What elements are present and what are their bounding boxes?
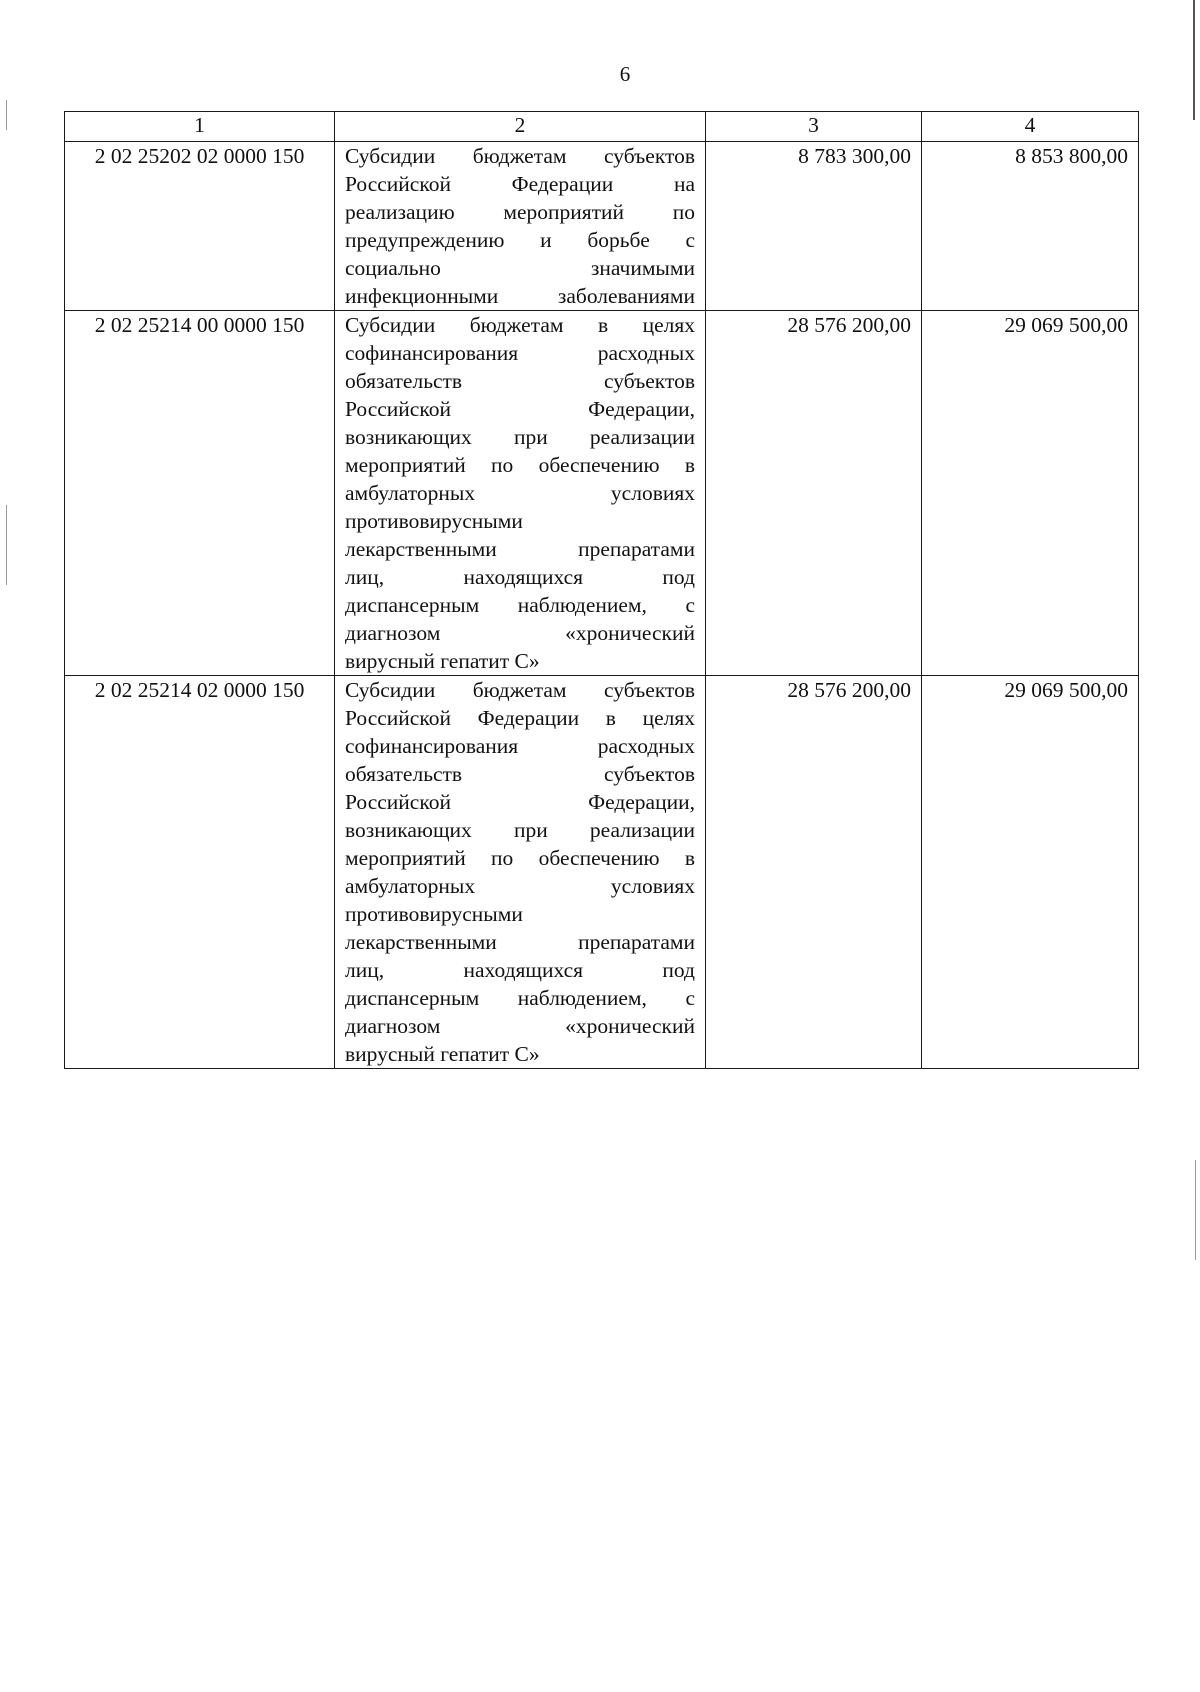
budget-code-cell: 2 02 25202 02 0000 150 [65, 142, 335, 311]
column-header-4: 4 [922, 112, 1139, 142]
description-line: мероприятий по обеспечению в [345, 453, 695, 477]
description-line: Субсидии бюджетам субъектов [345, 144, 695, 168]
description-line: лиц, находящихся под [345, 958, 695, 982]
description-cell [335, 311, 706, 676]
description-line: противовирусными [345, 902, 523, 926]
description-line: Российской Федерации в целях [345, 706, 695, 730]
description-line: софинансирования расходных [345, 341, 695, 365]
description-line: возникающих при реализации [345, 818, 695, 842]
description-line: обязательств субъектов [345, 369, 695, 393]
scan-artifact-left [6, 505, 7, 585]
table-row [65, 676, 1139, 1069]
description-line: диспансерным наблюдением, с [345, 593, 695, 617]
page-number: 6 [619, 62, 631, 86]
scan-artifact-left [6, 100, 7, 130]
description-cell [335, 676, 706, 1069]
scan-artifact-right [1195, 1160, 1196, 1260]
description-line: Российской Федерации, [345, 397, 695, 421]
description-line: вирусный гепатит С» [345, 649, 540, 673]
description-line: диспансерным наблюдением, с [345, 986, 695, 1010]
description-line: предупреждению и борьбе с [345, 228, 695, 252]
description-line: амбулаторных условиях [345, 481, 695, 505]
column-header-2: 2 [335, 112, 706, 142]
description-line: Российской Федерации, [345, 790, 695, 814]
amount-cell-col3: 28 576 200,00 [706, 676, 922, 1069]
table-header-row [65, 112, 1139, 142]
description-line: Российской Федерации на [345, 172, 695, 196]
description-line: мероприятий по обеспечению в [345, 846, 695, 870]
table-row [65, 142, 1139, 311]
amount-cell-col4: 29 069 500,00 [922, 311, 1139, 676]
description-line: социально значимыми [345, 256, 695, 280]
description-line: амбулаторных условиях [345, 874, 695, 898]
column-header-3: 3 [706, 112, 922, 142]
budget-code-cell: 2 02 25214 02 0000 150 [65, 676, 335, 1069]
description-line: возникающих при реализации [345, 425, 695, 449]
description-line: диагнозом «хронический [345, 621, 695, 645]
amount-cell-col4: 8 853 800,00 [922, 142, 1139, 311]
description-line: инфекционными заболеваниями [345, 284, 695, 308]
description-line: лекарственными препаратами [345, 930, 695, 954]
description-line: лекарственными препаратами [345, 537, 695, 561]
description-line: Субсидии бюджетам субъектов [345, 678, 695, 702]
description-line: Субсидии бюджетам в целях [345, 313, 695, 337]
description-line: вирусный гепатит С» [345, 1042, 540, 1066]
column-header-1: 1 [65, 112, 335, 142]
budget-code-cell: 2 02 25214 00 0000 150 [65, 311, 335, 676]
budget-table [64, 111, 1139, 1069]
amount-cell-col3: 8 783 300,00 [706, 142, 922, 311]
description-cell [335, 142, 706, 311]
description-line: реализацию мероприятий по [345, 200, 695, 224]
description-line: обязательств субъектов [345, 762, 695, 786]
description-line: софинансирования расходных [345, 734, 695, 758]
amount-cell-col4: 29 069 500,00 [922, 676, 1139, 1069]
scan-artifact-right [1193, 0, 1195, 120]
amount-cell-col3: 28 576 200,00 [706, 311, 922, 676]
description-line: лиц, находящихся под [345, 565, 695, 589]
description-line: противовирусными [345, 509, 523, 533]
description-line: диагнозом «хронический [345, 1014, 695, 1038]
table-row [65, 311, 1139, 676]
